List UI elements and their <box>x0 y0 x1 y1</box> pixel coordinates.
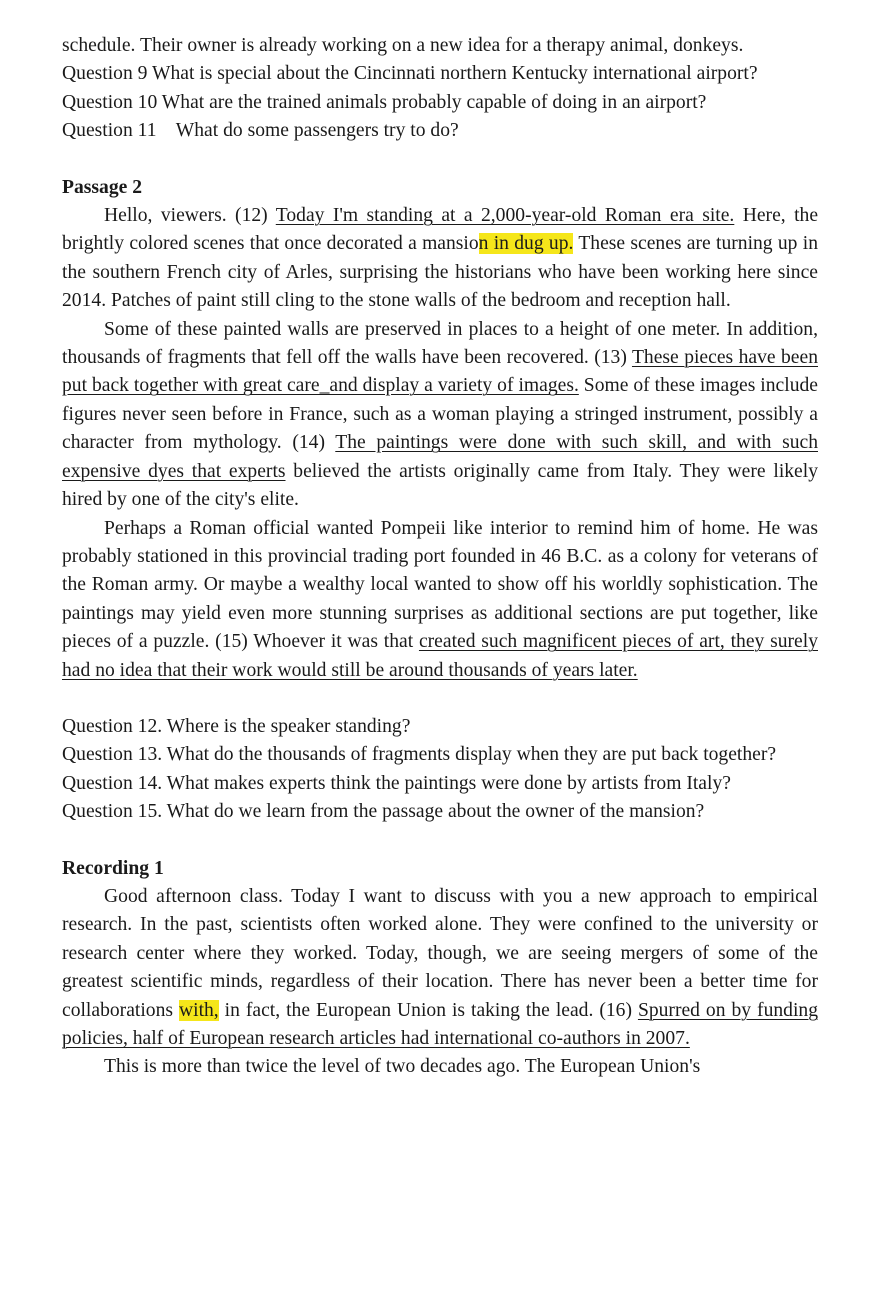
passage-2-paragraph-3 <box>62 515 818 685</box>
text-run: Some of these images include figures never seen before in France, such as a woman playing a stringed instrument, possibly a character from mythology. (14) <box>62 375 818 454</box>
underlined-answer-12: Today I'm standing at a 2,000-year-old Roman era site. <box>275 205 735 227</box>
underlined-answer-13: These pieces have been put back together with great care_and display a variety of images. <box>62 347 818 397</box>
highlighted-text: with, <box>178 999 219 1021</box>
question-14: Question 14. What makes experts think the paintings were done by artists from Italy? <box>62 772 731 794</box>
document-content <box>62 32 818 1082</box>
question-9: Question 9 What is special about the Cincinnati northern Kentucky international airport? <box>62 63 758 85</box>
text-run: These scenes are turning up in the southern French city of Arles, surprising the historians who have been working here since 2014. Patches of paint still cling to the stone walls of the bedroom and reception hall. <box>62 233 818 312</box>
highlighted-text: n in dug up. <box>478 233 574 255</box>
text-run: Perhaps a Roman official wanted Pompeii like interior to remind him of home. He was probably stationed in this provincial trading port founded in 46 B.C. as a colony for veterans of the Roman army. Or maybe a wealthy local wanted to show off his worldly sophistication. The paintings may yield even more stunning surprises as additional sections are put together, like pieces of a puzzle. (15) Whoever it was that <box>62 517 818 653</box>
text-run: Here, the brightly colored scenes that once decorated a mansio <box>62 205 819 255</box>
intro-paragraph: schedule. Their owner is already working on a new idea for a therapy animal, donkeys. <box>62 35 744 56</box>
question-11: Question 11 What do some passengers try to do? <box>62 120 459 142</box>
recording-1-paragraph-2: This is more than twice the level of two decades ago. The European Union's <box>104 1056 701 1078</box>
underlined-answer-16: Spurred on by funding policies, half of European research articles had international co-authors in 2007. <box>62 999 818 1049</box>
text-run: Good afternoon class. Today I want to discuss with you a new approach to empirical research. In the past, scientists often worked alone. They were confined to the university or research center where they worked. Today, though, we are seeing mergers of some of the greatest scientific minds, regardless of their location. There has never been a better time for collaborations <box>62 885 818 1021</box>
passage-2-paragraph-1 <box>62 202 818 316</box>
recording-1-paragraph-1 <box>62 883 818 1053</box>
question-13: Question 13. What do the thousands of fragments display when they are put back together? <box>62 744 777 766</box>
text-run: in fact, the European Union is taking the lead. (16) <box>218 999 638 1021</box>
question-10: Question 10 What are the trained animals probably capable of doing in an airport? <box>62 91 707 113</box>
passage-2-paragraph-2 <box>62 316 818 515</box>
text-run: Hello, viewers. (12) <box>104 205 276 227</box>
underlined-answer-15: created such magnificent pieces of art, they surely had no idea that their work would still be around thousands of years later. <box>62 631 818 681</box>
question-12: Question 12. Where is the speaker standing? <box>62 715 411 737</box>
underlined-answer-14: The paintings were done with such skill, and with such expensive dyes that experts <box>62 432 818 482</box>
question-15: Question 15. What do we learn from the passage about the owner of the mansion? <box>62 801 705 823</box>
text-run: believed the artists originally came from Italy. They were likely hired by one of the city's elite. <box>62 460 818 511</box>
text-run: Some of these painted walls are preserved in places to a height of one meter. In addition, thousands of fragments that fell off the walls have been recovered. (13) <box>62 318 818 369</box>
passage-2-heading: Passage 2 <box>62 176 143 198</box>
recording-1-heading: Recording 1 <box>62 857 164 879</box>
